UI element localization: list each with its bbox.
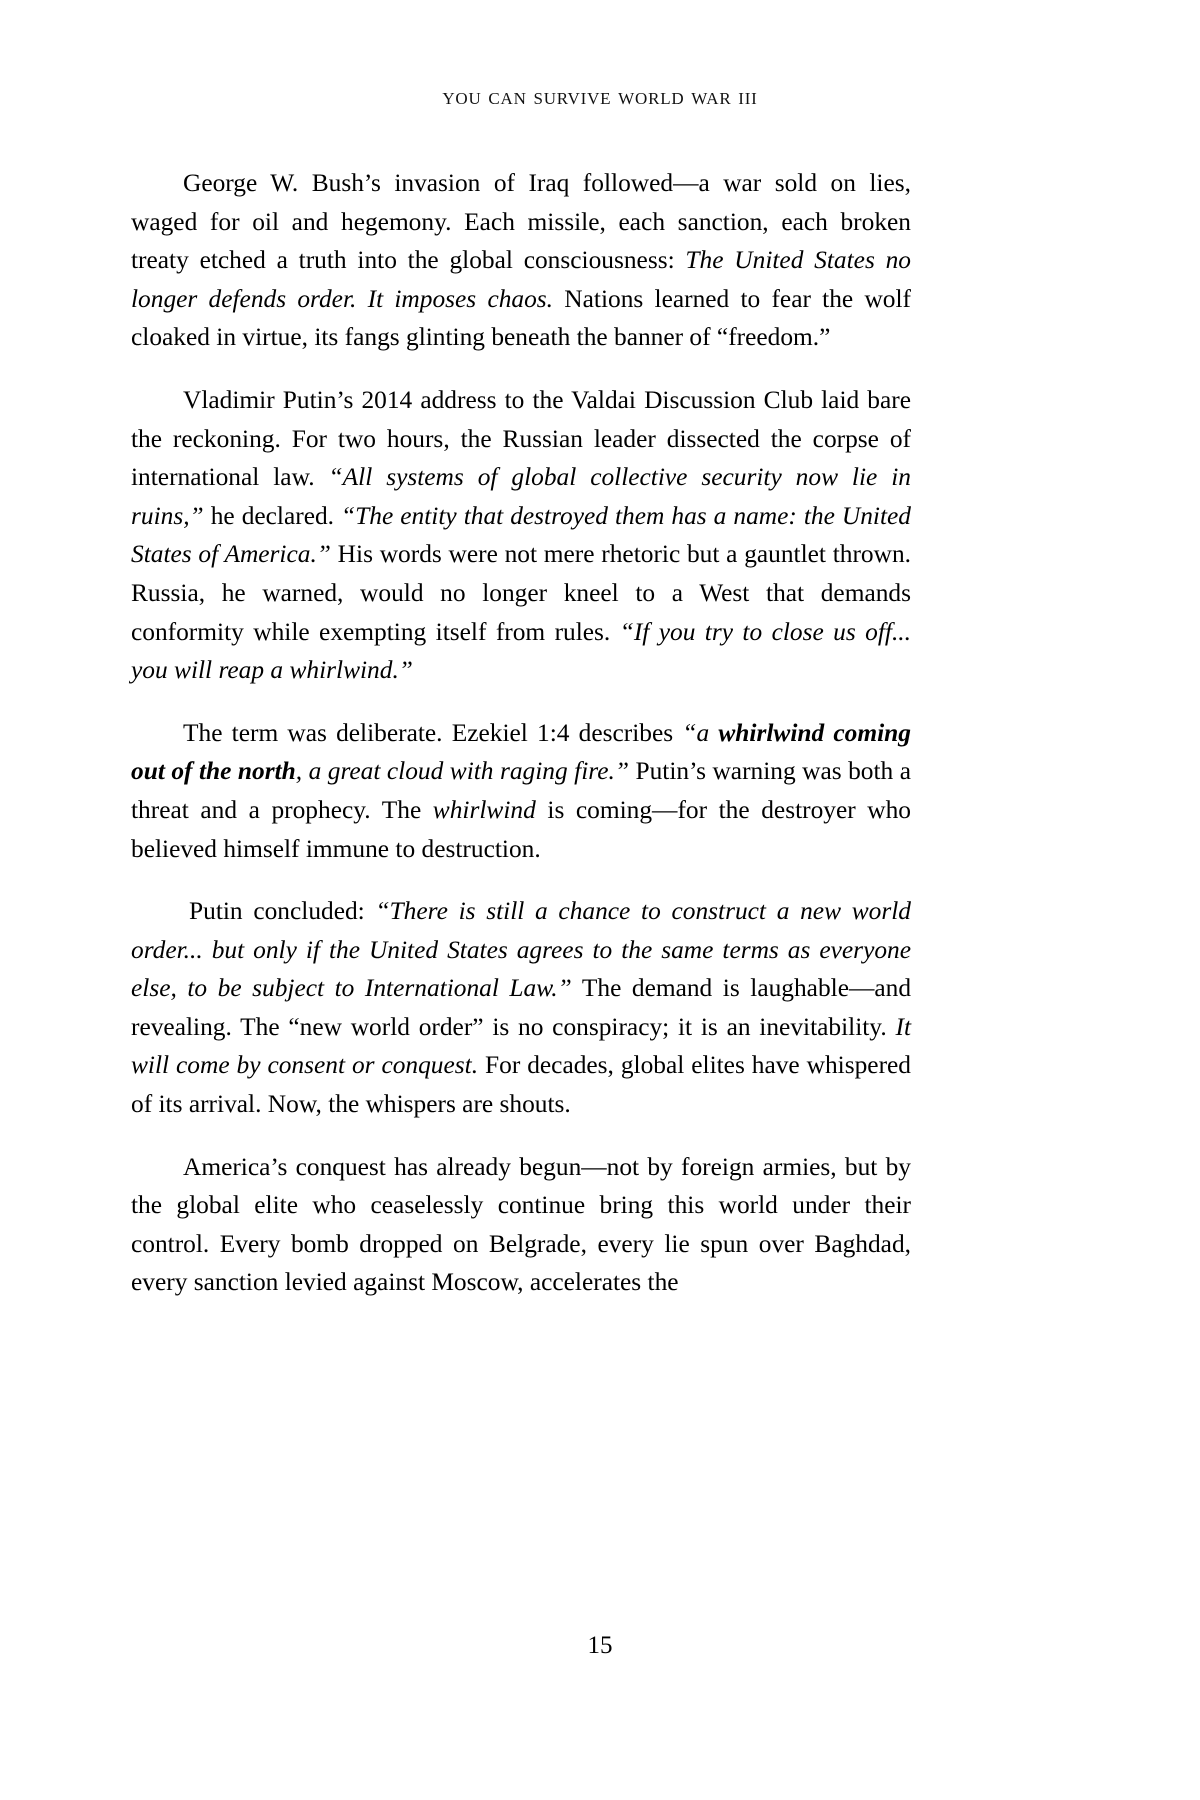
text-run: For decades, global elites have whispered of its arrival. Now, the whispers are shouts. — [131, 1051, 911, 1119]
text-run: Vladimir Putin’s 2014 address to the Valdai Discussion Club laid bare the reckoning. For two hours, the Russian leader dissected the corpse of international law. — [131, 385, 911, 492]
paragraph-putin-concluded — [131, 892, 911, 1124]
italic-run: “If you try to close us off... you will reap a whirlwind.” — [131, 617, 911, 685]
paragraph-putin-valdai — [131, 381, 911, 690]
running-head-text: you can survive world war iii — [442, 84, 758, 110]
italic-run: It will come by consent or conquest. — [131, 1012, 911, 1080]
italic-run: “There is still a chance to construct a new world order... but only if the United States agrees to the same terms as everyone else, to be subject to International Law.” — [131, 897, 911, 1003]
italic-run: “All systems of global collective security now lie in ruins,” — [131, 463, 911, 530]
text-run: The term was deliberate. Ezekiel 1:4 describes — [183, 718, 683, 747]
paragraph-bush-invasion — [131, 164, 911, 357]
page-number: 15 — [587, 1632, 613, 1659]
italic-run: whirlwind — [432, 795, 536, 824]
text-run: America’s conquest has already begun—not by foreign armies, but by the global elite who ceaselessly continue bring this world under their control. Every bomb dropped on Belgrade, every lie spun over Baghdad, every sanction levied against Moscow, accelerates the — [131, 1152, 911, 1297]
text-run: George W. Bush’s invasion of Iraq followed—a war sold on lies, waged for oil and hegemony. Each missile, each sanction, each broken treaty etched a truth into the global consciousness: — [131, 169, 911, 275]
bold-italic-run: whirlwind coming out of the north — [131, 718, 911, 786]
running-head — [0, 84, 1200, 111]
text-run: Putin’s warning was both a threat and a prophecy. The — [131, 757, 911, 824]
paragraph-ezekiel-whirlwind — [131, 714, 911, 868]
text-run: The demand is laughable—and revealing. The “new world order” is no conspiracy; it is an inevitability. — [131, 974, 912, 1041]
text-run: he declared. — [203, 501, 342, 530]
text-run: Putin concluded: — [189, 897, 376, 926]
body-text-block — [131, 164, 911, 1302]
text-run: Nations learned to fear the wolf cloaked in virtue, its fangs glinting beneath the banner of “freedom.” — [131, 284, 911, 352]
italic-run: “The entity that destroyed them has a name: the United States of America.” — [131, 501, 911, 569]
text-run: is coming—for the destroyer who believed himself immune to destruction. — [131, 795, 911, 863]
paragraph-america-conquest — [131, 1148, 911, 1302]
italic-run: , a great cloud with raging fire.” — [295, 757, 629, 786]
italic-run: The United States no longer defends order. It imposes chaos. — [131, 246, 911, 313]
text-run: His words were not mere rhetoric but a gauntlet thrown. Russia, he warned, would no longer kneel to a West that demands conformity while exempting itself from rules. — [131, 540, 912, 646]
italic-run: “a — [682, 718, 719, 747]
